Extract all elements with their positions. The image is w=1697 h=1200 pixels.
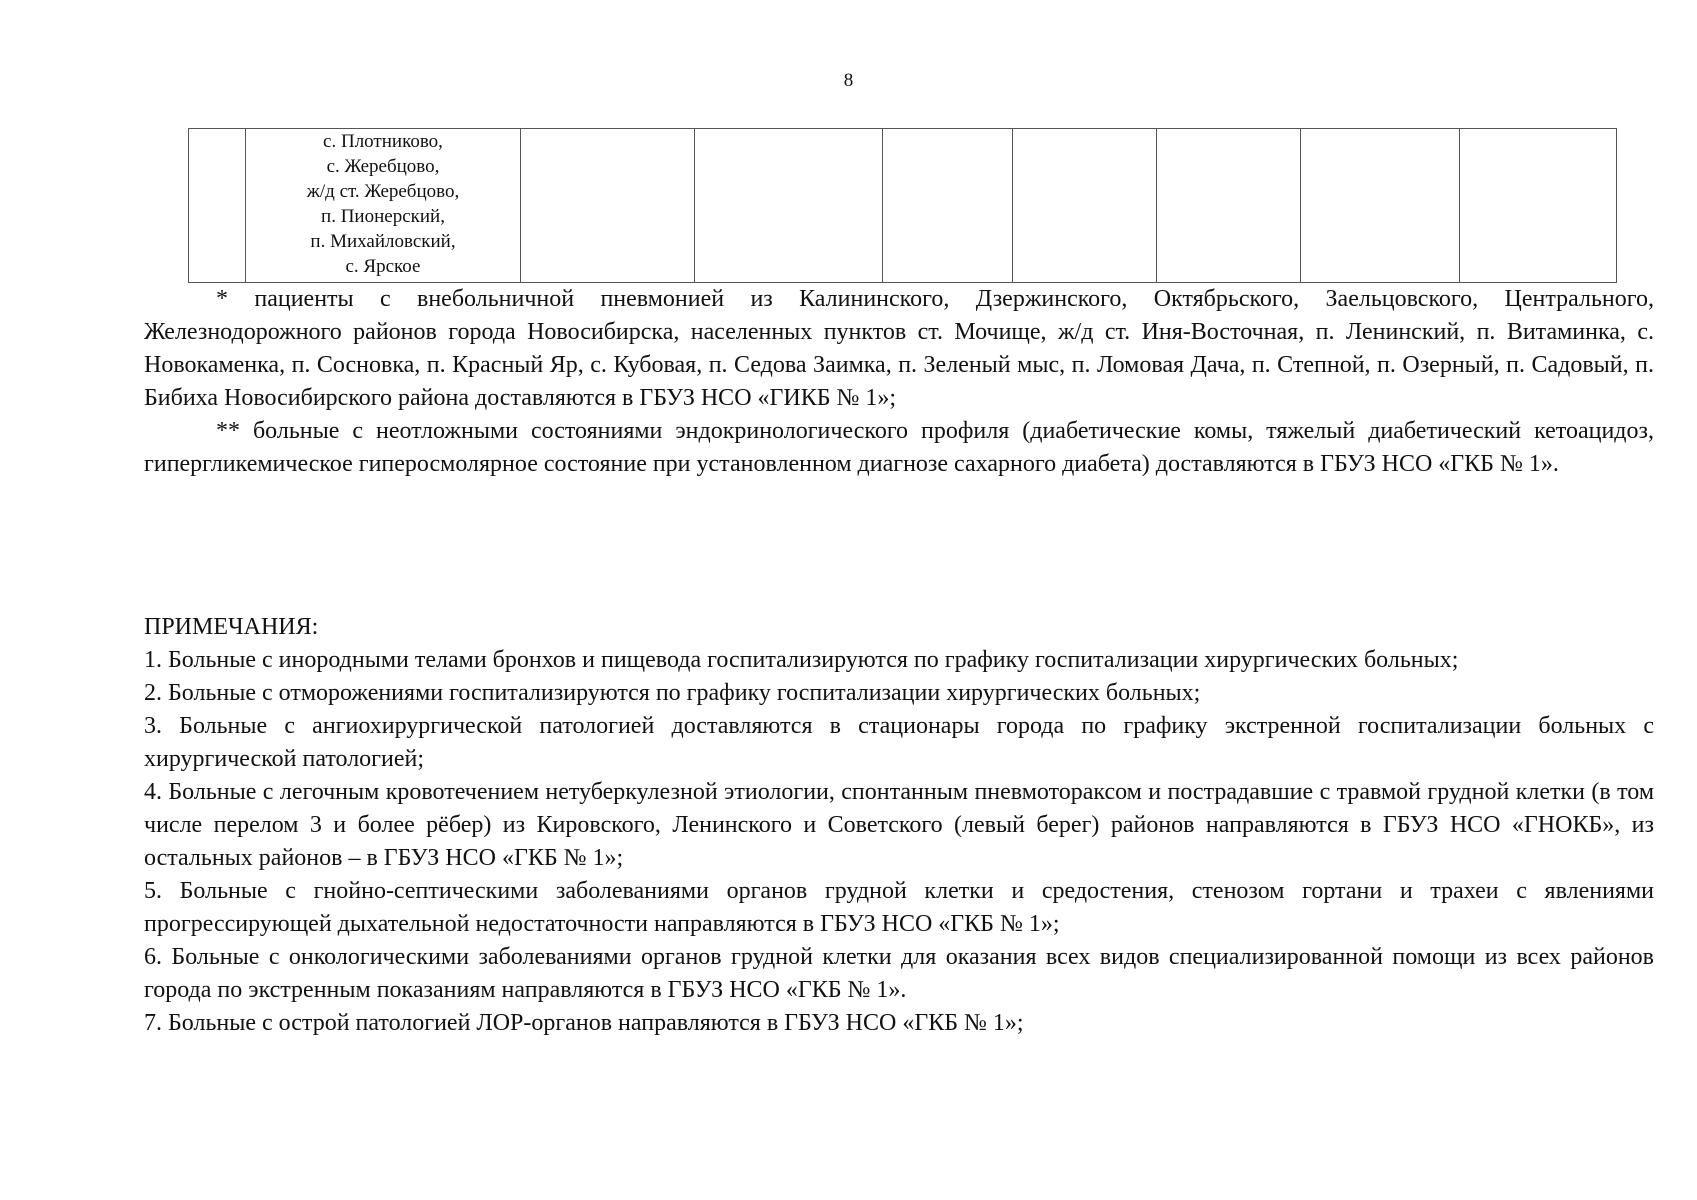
settlement-item: с. Ярское	[345, 256, 421, 277]
notes-section	[144, 611, 1654, 1040]
table-cell-number	[189, 129, 246, 283]
footnote-endocrinology: ** больные с неотложными состояниями эндокринологического профиля (диабетические комы, тяжелый диабетический кетоацидоз, гипергликемическое гиперосмолярное состояние при установленном диагнозе сахарного диабета) доставляются в ГБУЗ НСО «ГКБ № 1».	[144, 418, 1654, 477]
schedule-table	[188, 128, 1617, 283]
note-item: 4. Больные с легочным кровотечением нетуберкулезной этиологии, спонтанным пневмотораксом и пострадавшие с травмой грудной клетки (в том числе перелом 3 и более рёбер) из Кировского, Ленинского и Советского (левый берег) районов направляются в ГБУЗ НСО «ГНОКБ», из остальных районов – в ГБУЗ НСО «ГКБ № 1»;	[144, 779, 1654, 871]
table-cell-empty	[883, 129, 1013, 283]
notes-title: ПРИМЕЧАНИЯ:	[144, 614, 319, 640]
settlement-item: п. Михайловский,	[310, 231, 456, 252]
page-number: 8	[843, 70, 854, 91]
table-cell-settlements	[246, 129, 521, 283]
note-item: 2. Больные с отморожениями госпитализируются по графику госпитализации хирургических больных;	[144, 680, 1201, 706]
table-cell-empty	[1301, 129, 1460, 283]
footnotes	[144, 283, 1654, 481]
table-row	[189, 129, 1617, 283]
note-item: 5. Больные с гнойно-септическими заболеваниями органов грудной клетки и средостения, стенозом гортани и трахеи с явлениями прогрессирующей дыхательной недостаточности направляются в ГБУЗ НСО «ГКБ № 1»;	[144, 878, 1654, 937]
table-cell-empty	[1013, 129, 1157, 283]
table-cell-empty	[1460, 129, 1617, 283]
table-cell-empty	[695, 129, 883, 283]
footnote-pneumonia: * пациенты с внебольничной пневмонией из Калининского, Дзержинского, Октябрьского, Заельцовского, Центрального, Железнодорожного районов города Новосибирска, населенных пунктов ст. Мочище, ж/д ст. Иня-Восточная, п. Ленинский, п. Витаминка, с. Новокаменка, п. Сосновка, п. Красный Яр, с. Кубовая, п. Седова Заимка, п. Зеленый мыс, п. Ломовая Дача, п. Степной, п. Озерный, п. Садовый, п. Бибиха Новосибирского района доставляются в ГБУЗ НСО «ГИКБ № 1»;	[144, 286, 1654, 411]
table-cell-empty	[1157, 129, 1301, 283]
settlement-item: ж/д ст. Жеребцово,	[306, 181, 460, 202]
settlement-item: с. Жеребцово,	[326, 156, 440, 177]
note-item: 7. Больные с острой патологией ЛОР-органов направляются в ГБУЗ НСО «ГКБ № 1»;	[144, 1010, 1024, 1036]
note-item: 3. Больные с ангиохирургической патологией доставляются в стационары города по графику экстренной госпитализации больных с хирургической патологией;	[144, 713, 1654, 772]
settlement-item: с. Плотниково,	[323, 131, 443, 152]
schedule-table-fragment	[188, 128, 1616, 283]
settlement-item: п. Пионерский,	[321, 206, 445, 227]
note-item: 6. Больные с онкологическими заболеваниями органов грудной клетки для оказания всех видов специализированной помощи из всех районов города по экстренным показаниям направляются в ГБУЗ НСО «ГКБ № 1».	[144, 944, 1654, 1003]
table-cell-empty	[521, 129, 695, 283]
note-item: 1. Больные с инородными телами бронхов и пищевода госпитализируются по графику госпитализации хирургических больных;	[144, 647, 1459, 673]
